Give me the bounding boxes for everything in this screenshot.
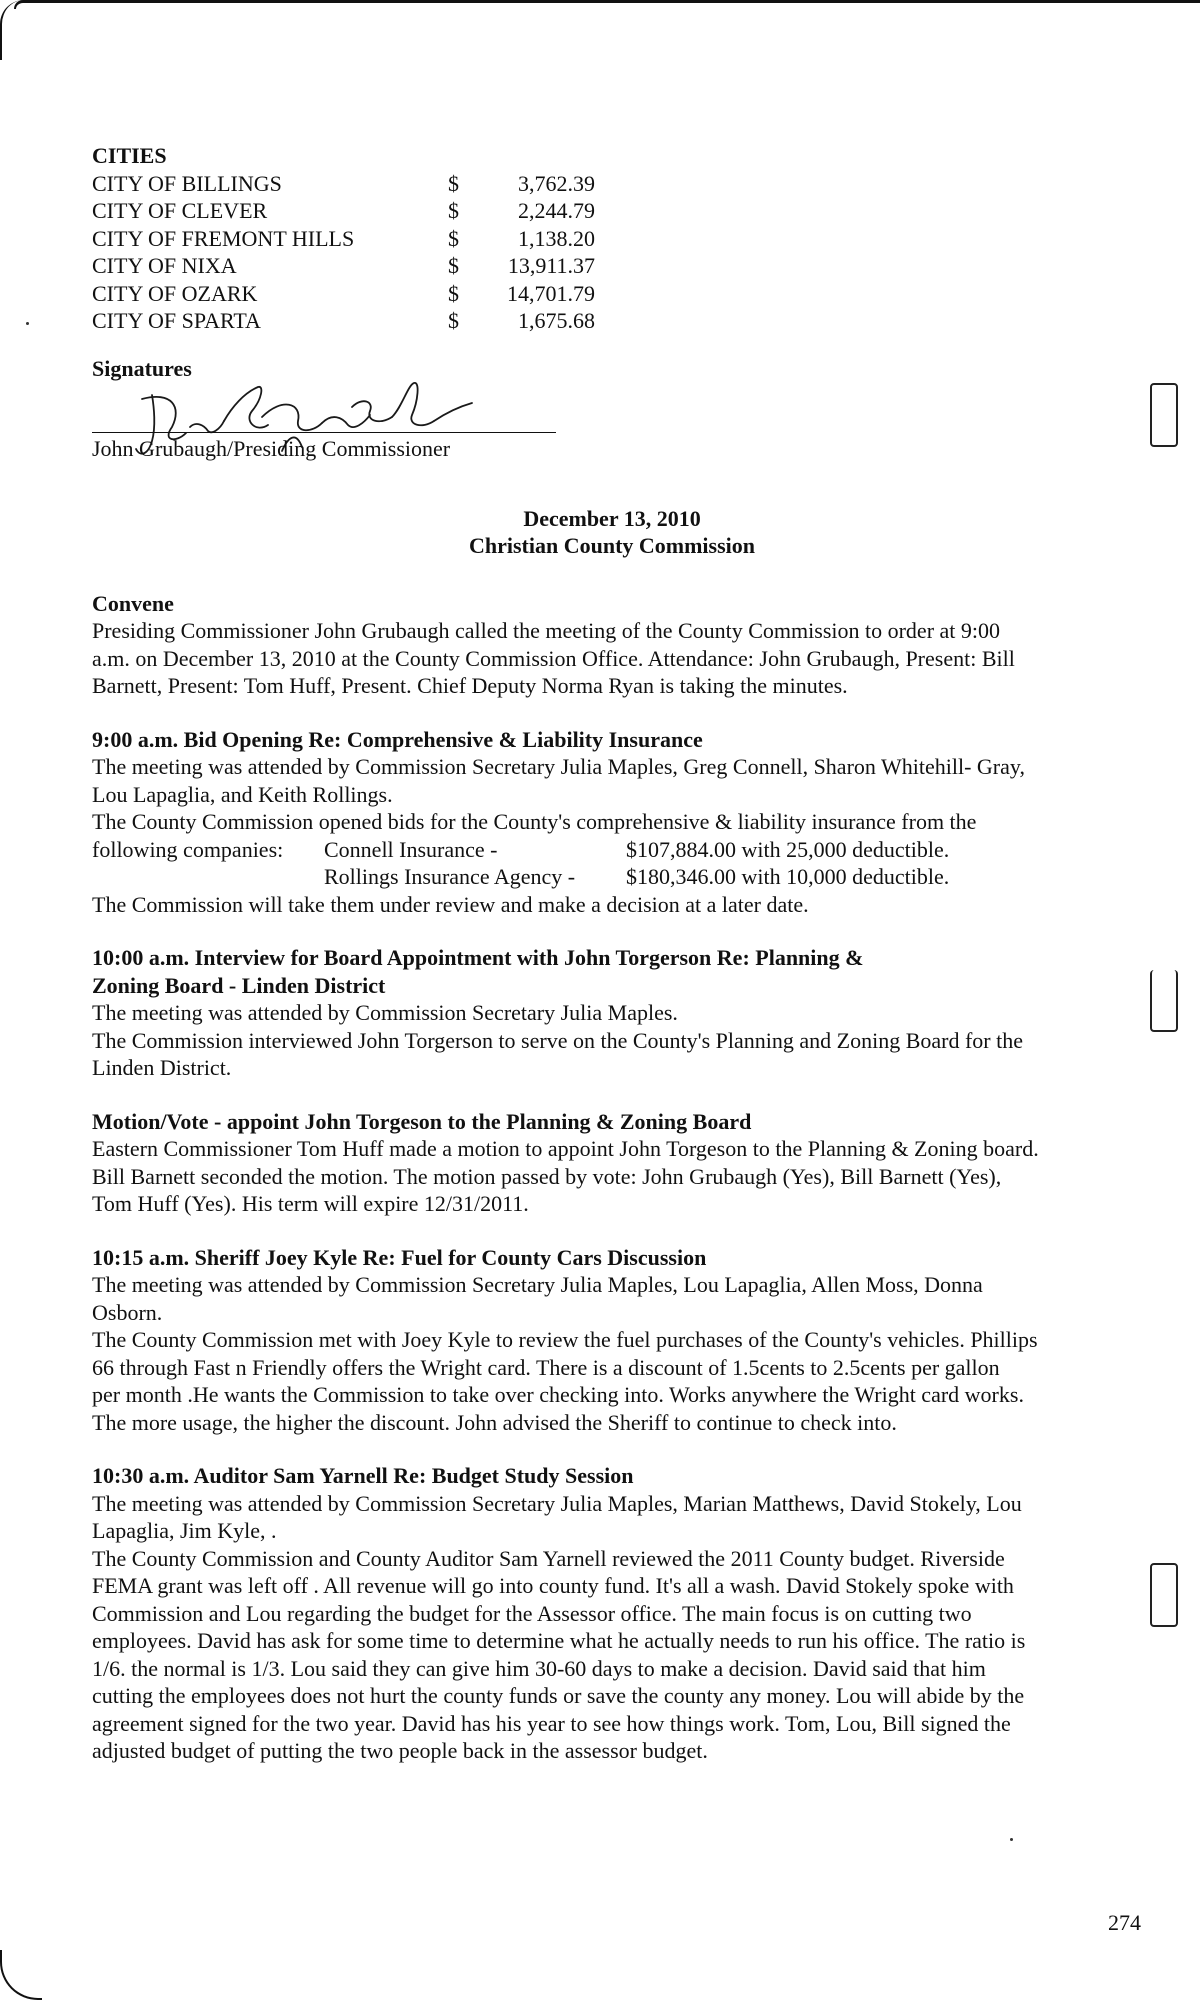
section-title: Convene	[92, 590, 174, 616]
city-currency: $	[448, 225, 459, 251]
city-name: CITY OF NIXA	[92, 253, 237, 278]
section-title: Motion/Vote - appoint John Torgeson to the Planning & Zoning Board	[92, 1108, 752, 1134]
city-row	[92, 197, 1132, 225]
section-sheriff	[92, 1244, 1132, 1437]
section-line: employees. David has ask for some time to determine what he actually needs to run his office. The ratio is	[92, 1628, 1026, 1653]
section-title: Zoning Board - Linden District	[92, 972, 386, 998]
city-currency: $	[448, 198, 459, 223]
section-line: a.m. on December 13, 2010 at the County Commission Office. Attendance: John Grubaugh, Present: Bill	[92, 645, 1015, 671]
city-row	[92, 225, 1132, 253]
cities-heading: CITIES	[92, 143, 167, 168]
signature-block	[92, 355, 1132, 465]
city-currency: $	[448, 280, 459, 306]
section-line: The more usage, the higher the discount. John advised the Sheriff to continue to check into.	[92, 1409, 897, 1435]
bids-lead: following companies:	[92, 836, 284, 862]
section-line: agreement signed for the two year. David has his year to see how things work. Tom, Lou, Bill signed the	[92, 1710, 1011, 1736]
page-edge-left	[0, 0, 24, 60]
section-line: The County Commission met with Joey Kyle to review the fuel purchases of the County's vehicles. Phillips	[92, 1327, 1038, 1352]
section-interview	[92, 944, 1132, 1082]
city-amount: 13,911.37	[507, 253, 595, 278]
section-line: cutting the employees does not hurt the county funds or save the county any money. Lou will abide by the	[92, 1683, 1025, 1708]
section-title: 10:15 a.m. Sheriff Joey Kyle Re: Fuel for County Cars Discussion	[92, 1244, 707, 1270]
section-bid-opening	[92, 726, 1132, 919]
bid-company: Connell Insurance -	[324, 836, 498, 862]
margin-checkbox	[1150, 970, 1178, 1032]
section-line: Presiding Commissioner John Grubaugh called the meeting of the County Commission to order at 9:00	[92, 618, 1001, 643]
city-amount: 3,762.39	[518, 170, 595, 196]
section-title: 9:00 a.m. Bid Opening Re: Comprehensive & Liability Insurance	[92, 726, 703, 752]
section-line: Bill Barnett seconded the motion. The motion passed by vote: John Grubaugh (Yes), Bill Barnett (Yes),	[92, 1163, 1002, 1189]
meeting-date: December 13, 2010	[523, 505, 701, 531]
bid-amount: $107,884.00 with 25,000 deductible.	[626, 836, 950, 862]
signature-rule	[92, 432, 556, 433]
section-line: Eastern Commissioner Tom Huff made a motion to appoint John Torgeson to the Planning & Zoning board.	[92, 1136, 1039, 1161]
bids-table	[92, 836, 1132, 891]
city-name: CITY OF BILLINGS	[92, 170, 282, 196]
city-amount: 14,701.79	[507, 280, 595, 306]
section-line: The meeting was attended by Commission Secretary Julia Maples, Marian Matthews, David Stokely, Lou	[92, 1490, 1022, 1516]
section-line: adjusted budget of putting the two people back in the assessor budget.	[92, 1738, 708, 1763]
section-line: Linden District.	[92, 1055, 232, 1080]
city-row	[92, 307, 1132, 335]
section-line: Lou Lapaglia, and Keith Rollings.	[92, 781, 393, 807]
section-line: Commission and Lou regarding the budget for the Assessor office. The main focus is on cutting two	[92, 1600, 972, 1626]
margin-checkbox	[1150, 383, 1178, 447]
signer-name: John Grubaugh/Presiding Commissioner	[92, 435, 451, 461]
meeting-body: Christian County Commission	[468, 533, 756, 558]
section-line: The County Commission opened bids for the County's comprehensive & liability insurance from the	[92, 809, 977, 834]
city-currency: $	[448, 253, 459, 278]
scan-speck	[26, 322, 29, 325]
bid-company: Rollings Insurance Agency -	[324, 864, 576, 889]
city-row	[92, 252, 1132, 280]
cities-table	[92, 170, 1132, 335]
city-name: CITY OF FREMONT HILLS	[92, 225, 355, 251]
section-line: FEMA grant was left off . All revenue will go into county fund. It's all a wash. David Stokely spoke with	[92, 1573, 1014, 1598]
section-line: Osborn.	[92, 1299, 163, 1325]
city-amount: 1,675.68	[518, 308, 595, 333]
signatures-label: Signatures	[92, 355, 192, 381]
section-line: Tom Huff (Yes). His term will expire 12/31/2011.	[92, 1191, 529, 1216]
page-number: 274	[1108, 1910, 1141, 1935]
meeting-heading	[92, 505, 1132, 560]
section-line: The meeting was attended by Commission Secretary Julia Maples, Greg Connell, Sharon Whitehill- Gray,	[92, 754, 1025, 779]
city-row	[92, 170, 1132, 198]
city-amount: 1,138.20	[518, 225, 595, 251]
bid-amount: $180,346.00 with 10,000 deductible.	[626, 864, 950, 889]
section-line: Barnett, Present: Tom Huff, Present. Chief Deputy Norma Ryan is taking the minutes.	[92, 673, 848, 698]
city-currency: $	[448, 308, 459, 333]
scan-speck	[1010, 1838, 1013, 1841]
section-line: The meeting was attended by Commission Secretary Julia Maples, Lou Lapaglia, Allen Moss, Donna	[92, 1272, 983, 1297]
city-name: CITY OF OZARK	[92, 280, 258, 306]
section-line: The Commission will take them under review and make a decision at a later date.	[92, 891, 809, 917]
section-convene	[92, 590, 1132, 700]
section-auditor	[92, 1462, 1132, 1765]
city-name: CITY OF SPARTA	[92, 308, 261, 333]
section-motion	[92, 1108, 1132, 1218]
section-line: 66 through Fast n Friendly offers the Wright card. There is a discount of 1.5cents to 2.5cents per gallon	[92, 1354, 1000, 1380]
city-currency: $	[448, 170, 459, 196]
city-row	[92, 280, 1132, 308]
section-line: per month .He wants the Commission to take over checking into. Works anywhere the Wright card works.	[92, 1382, 1024, 1407]
section-line: The meeting was attended by Commission Secretary Julia Maples.	[92, 1000, 678, 1025]
city-amount: 2,244.79	[518, 198, 595, 223]
section-title: 10:00 a.m. Interview for Board Appointment with John Torgerson Re: Planning &	[92, 945, 864, 970]
section-title: 10:30 a.m. Auditor Sam Yarnell Re: Budget Study Session	[92, 1463, 634, 1488]
section-line: The County Commission and County Auditor Sam Yarnell reviewed the 2011 County budget. Riverside	[92, 1545, 1005, 1571]
section-line: The Commission interviewed John Torgerson to serve on the County's Planning and Zoning Board for the	[92, 1027, 1023, 1053]
city-name: CITY OF CLEVER	[92, 198, 268, 223]
document-body	[92, 142, 1132, 1765]
section-line: Lapaglia, Jim Kyle, .	[92, 1518, 277, 1543]
section-line: 1/6. the normal is 1/3. Lou said they can give him 30-60 days to make a decision. David said that him	[92, 1655, 986, 1681]
page-edge-bottom-left	[0, 1950, 42, 2000]
page-edge-top	[14, 0, 1200, 9]
margin-checkbox	[1150, 1563, 1178, 1627]
